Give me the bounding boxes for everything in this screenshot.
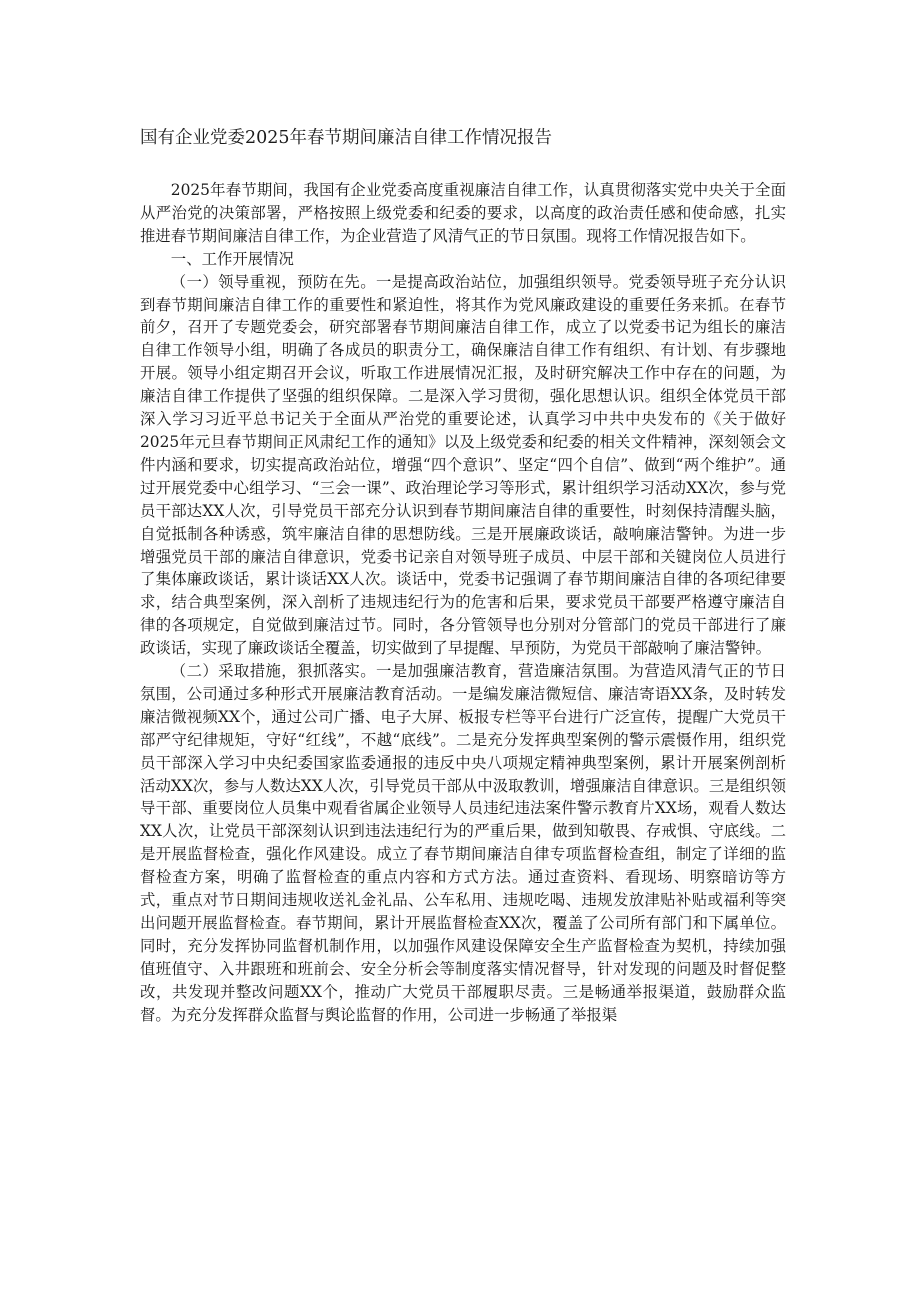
- document-body: [140, 179, 786, 1027]
- subsection-measures-paragraph: （二）采取措施，狠抓落实。一是加强廉洁教育，营造廉洁氛围。为营造风清气正的节日氛围，公司通过多种形式开展廉洁教育活动。一是编发廉洁微短信、廉洁寄语XX条，及时转发廉洁微视频XX个，通过公司广播、电子大屏、板报专栏等平台进行广泛宣传，提醒广大党员干部严守纪律规矩，守好“红线”，不越“底线”。二是充分发挥典型案例的警示震慑作用，组织党员干部深入学习中央纪委国家监委通报的违反中央八项规定精神典型案例，累计开展案例剖析活动XX次，参与人数达XX人次，引导党员干部从中汲取教训，增强廉洁自律意识。三是组织领导干部、重要岗位人员集中观看省属企业领导人员违纪违法案件警示教育片XX场，观看人数达XX人次，让党员干部深刻认识到违法违纪行为的严重后果，做到知敬畏、存戒惧、守底线。二是开展监督检查，强化作风建设。成立了春节期间廉洁自律专项监督检查组，制定了详细的监督检查方案，明确了监督检查的重点内容和方式方法。通过查资料、看现场、明察暗访等方式，重点对节日期间违规收送礼金礼品、公车私用、违规吃喝、违规发放津贴补贴或福利等突出问题开展监督检查。春节期间，累计开展监督检查XX次，覆盖了公司所有部门和下属单位。同时，充分发挥协同监督机制作用，以加强作风建设保障安全生产监督检查为契机，持续加强值班值守、入井跟班和班前会、安全分析会等制度落实情况督导，针对发现的问题及时督促整改，共发现并整改问题XX个，推动广大党员干部履职尽责。三是畅通举报渠道，鼓励群众监督。为充分发挥群众监督与舆论监督的作用，公司进一步畅通了举报渠: [140, 662, 786, 1024]
- document-page: [140, 0, 786, 1027]
- section-heading-work-status: 一、工作开展情况: [170, 249, 294, 268]
- intro-paragraph: 2025年春节期间，我国有企业党委高度重视廉洁自律工作，认真贯彻落实党中央关于全面从严治党的决策部署，严格按照上级党委和纪委的要求，以高度的政治责任感和使命感，扎实推进春节期间廉洁自律工作，为企业营造了风清气正的节日氛围。现将工作情况报告如下。: [140, 181, 786, 245]
- subsection-leadership-paragraph: （一）领导重视，预防在先。一是提高政治站位，加强组织领导。党委领导班子充分认识到春节期间廉洁自律工作的重要性和紧迫性，将其作为党风廉政建设的重要任务来抓。在春节前夕，召开了专题党委会，研究部署春节期间廉洁自律工作，成立了以党委书记为组长的廉洁自律工作领导小组，明确了各成员的职责分工，确保廉洁自律工作有组织、有计划、有步骤地开展。领导小组定期召开会议，听取工作进展情况汇报，及时研究解决工作中存在的问题，为廉洁自律工作提供了坚强的组织保障。二是深入学习贯彻，强化思想认识。组织全体党员干部深入学习习近平总书记关于全面从严治党的重要论述，认真学习中共中央发布的《关于做好2025年元旦春节期间正风肃纪工作的通知》以及上级党委和纪委的相关文件精神，深刻领会文件内涵和要求，切实提高政治站位，增强“四个意识”、坚定“四个自信”、做到“两个维护”。通过开展党委中心组学习、“三会一课”、政治理论学习等形式，累计组织学习活动XX次，参与党员干部达XX人次，引导党员干部充分认识到春节期间廉洁自律的重要性，时刻保持清醒头脑，自觉抵制各种诱惑，筑牢廉洁自律的思想防线。三是开展廉政谈话，敲响廉洁警钟。为进一步增强党员干部的廉洁自律意识，党委书记亲自对领导班子成员、中层干部和关键岗位人员进行了集体廉政谈话，累计谈话XX人次。谈话中，党委书记强调了春节期间廉洁自律的各项纪律要求，结合典型案例，深入剖析了违规违纪行为的危害和后果，要求党员干部要严格遵守廉洁自律的各项规定，自觉做到廉洁过节。同时，各分管领导也分别对分管部门的党员干部进行了廉政谈话，实现了廉政谈话全覆盖，切实做到了早提醒、早预防，为党员干部敲响了廉洁警钟。: [140, 272, 786, 658]
- document-title: 国有企业党委2025年春节期间廉洁自律工作情况报告: [140, 128, 553, 148]
